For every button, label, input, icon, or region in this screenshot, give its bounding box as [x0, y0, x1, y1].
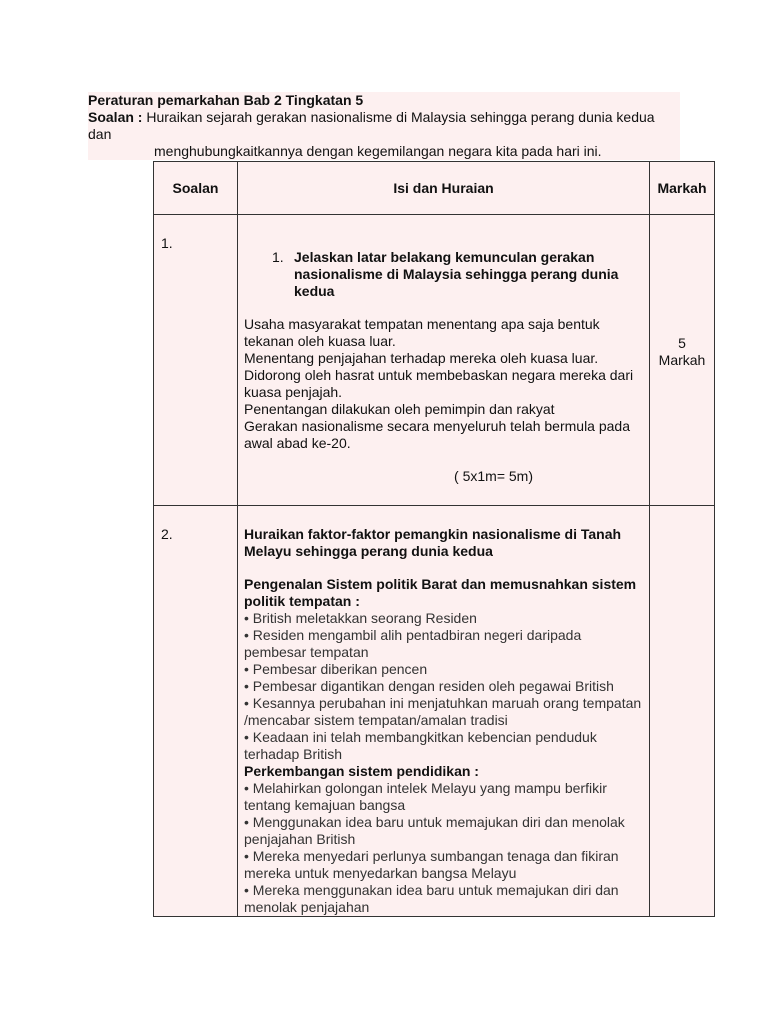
header-markah: Markah: [650, 162, 715, 215]
row1-markah-cell: [650, 215, 715, 506]
row1-number: 1.: [161, 235, 173, 251]
row2-question: Huraikan faktor-faktor pemangkin nasionalisme di Tanah Melayu sehingga perang dunia kedua: [244, 526, 622, 559]
list-item: • Melahirkan golongan intelek Melayu yang mampu berfikir tentang kemajuan bangsa: [244, 780, 607, 813]
table-header-row: [154, 162, 715, 215]
document-header: [88, 92, 680, 160]
soalan-line3: menghubungkaitkannya dengan kegemilangan negara kita pada hari ini.: [154, 143, 602, 159]
table-row: [154, 506, 715, 917]
table-row: [154, 215, 715, 506]
list-item: • British meletakkan seorang Residen: [244, 610, 477, 626]
row1-points: [244, 316, 643, 452]
list-item: • Residen mengambil alih pentadbiran negeri daripada pembesar tempatan: [244, 627, 582, 660]
row2-number-cell: [154, 506, 238, 917]
row1-question-text: Jelaskan latar belakang kemunculan gerakan nasionalisme di Malaysia sehingga perang dunia kedua: [294, 249, 619, 299]
row2-content-cell: [238, 506, 650, 917]
row1-markah-number: 5: [678, 335, 686, 351]
row1-number-cell: [154, 215, 238, 506]
row2-number: 2.: [161, 526, 173, 542]
list-item: • Mereka menyedari perlunya sumbangan tenaga dan fikiran mereka untuk menyedarkan bangsa Melayu: [244, 848, 619, 881]
header-soalan: Soalan: [154, 162, 238, 215]
row1-markah-label: Markah: [658, 352, 706, 368]
marking-table: [153, 161, 715, 917]
soalan-line2: dan: [88, 126, 112, 142]
list-item: • Kesannya perubahan ini menjatuhkan maruah orang tempatan /mencabar sistem tempatan/amalan tradisi: [244, 695, 642, 728]
row2-section2-title: Perkembangan sistem pendidikan :: [244, 763, 479, 779]
row1-formula: ( 5x1m= 5m): [454, 468, 533, 484]
row1-question-number: 1.: [272, 249, 284, 265]
soalan-label: Soalan :: [88, 109, 143, 125]
list-item: • Menggunakan idea baru untuk memajukan diri dan menolak penjajahan British: [244, 814, 625, 847]
row2-section1-title: Pengenalan Sistem politik Barat dan memusnahkan sistem politik tempatan :: [244, 576, 637, 609]
document-title: Peraturan pemarkahan Bab 2 Tingkatan 5: [88, 92, 364, 108]
row1-content-cell: [238, 215, 650, 506]
list-item: Menentang penjajahan terhadap mereka oleh kuasa luar.: [244, 350, 599, 366]
row1-question: [272, 249, 643, 300]
list-item: • Pembesar diberikan pencen: [244, 661, 428, 677]
question-line: [88, 109, 680, 126]
row2-markah-cell: [650, 506, 715, 917]
list-item: Gerakan nasionalisme secara menyeluruh telah bermula pada awal abad ke-20.: [244, 418, 630, 451]
list-item: • Pembesar digantikan dengan residen oleh pegawai British: [244, 678, 614, 694]
soalan-text: Huraikan sejarah gerakan nasionalisme di Malaysia sehingga perang dunia kedua: [142, 109, 655, 125]
header-isi: Isi dan Huraian: [238, 162, 650, 215]
list-item: • Keadaan ini telah membangkitkan kebencian penduduk terhadap British: [244, 729, 597, 762]
list-item: Penentangan dilakukan oleh pemimpin dan rakyat: [244, 401, 555, 417]
list-item: Didorong oleh hasrat untuk membebaskan negara mereka dari kuasa penjajah.: [244, 367, 634, 400]
list-item: Usaha masyarakat tempatan menentang apa saja bentuk tekanan oleh kuasa luar.: [244, 316, 600, 349]
list-item: • Mereka menggunakan idea baru untuk memajukan diri dan menolak penjajahan: [244, 882, 619, 915]
